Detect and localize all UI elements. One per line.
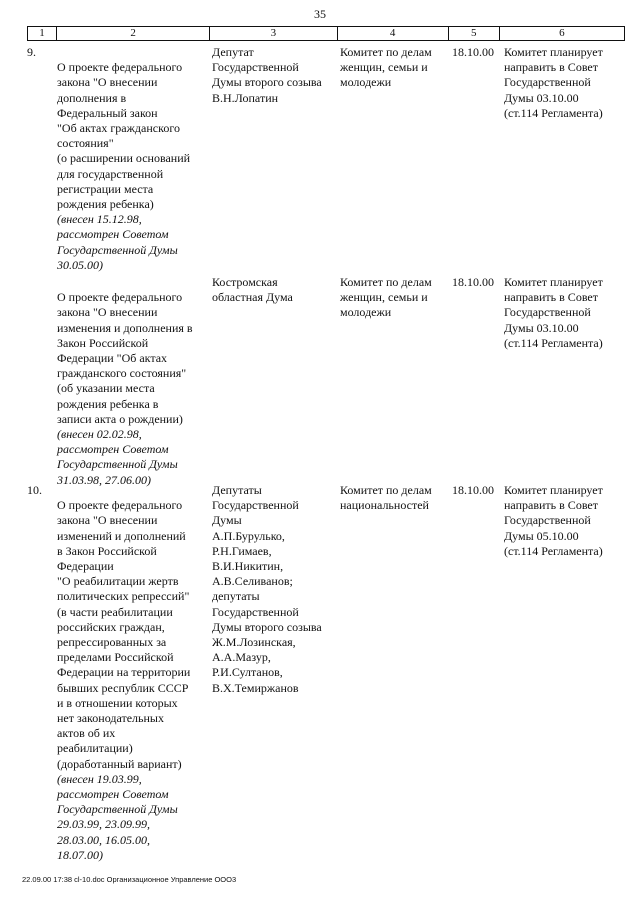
bill-title: О проекте федерального закона "О внесении дополнения в Федеральный закон "Об актах гражданского состояния" (о расширении оснований для государственной регистрации места рождения ребенка) [57, 60, 191, 212]
column-header-3: 3 [210, 27, 337, 41]
row-number: 10. [27, 483, 42, 497]
column-header-4: 4 [337, 27, 448, 41]
column-header-6: 6 [499, 27, 624, 41]
review-date: 18.10.00 [452, 483, 494, 497]
review-date: 18.10.00 [452, 275, 494, 289]
bill-description [57, 275, 209, 503]
column-header-2: 2 [57, 27, 210, 41]
bill-description [57, 45, 209, 288]
bill-status: Комитет планирует направить в Совет Государственной Думы 05.10.00 (ст.114 Регламента) [504, 483, 603, 558]
bill-author: Депутат Государственной Думы второго созыва В.Н.Лопатин [212, 45, 322, 105]
bill-author: Костромская областная Дума [212, 275, 293, 305]
bill-status: Комитет планирует направить в Совет Государственной Думы 03.10.00 (ст.114 Регламента) [504, 45, 603, 120]
document-footer: 22.09.00 17:38 cl-10.doc Организационное Управление ООО3 [22, 875, 237, 884]
bill-submission-note: (внесен 19.03.99, рассмотрен Советом Государственной Думы 29.03.99, 23.09.99, 28.03.00, 16.05.00, 18.07.00) [57, 771, 178, 862]
bill-status: Комитет планирует направить в Совет Государственной Думы 03.10.00 (ст.114 Регламента) [504, 275, 603, 350]
bill-submission-note: (внесен 02.02.98, рассмотрен Советом Государственной Думы 31.03.98, 27.06.00) [57, 427, 178, 487]
responsible-committee: Комитет по делам женщин, семьи и молодежи [340, 45, 432, 90]
bill-author: Депутаты Государственной Думы А.П.Бурулько, Р.Н.Гимаев, В.И.Никитин, А.В.Селиванов; депутаты Государственной Думы второго созыва Ж.М.Лозинская, А.А.Мазур, Р.И.Султанов, В.Х.Темиржанов [212, 483, 322, 695]
bill-title: О проекте федерального закона "О внесении изменений и дополнений в Закон Российской Федерации "О реабилитации жертв политических репрессий" (в части реабилитации российских граждан, репрессированных за пределами Российской Федерации на территории бывших республик СССР и в отношении которых нет законодательных актов об их реабилитации) (доработанный вариант) [57, 498, 191, 771]
column-header-5: 5 [448, 27, 499, 41]
bill-title: О проекте федерального закона "О внесении изменения и дополнения в Закон Российской Федерации "Об актах гражданского состояния" (об указании места рождения ребенка в записи акта о рождении) [57, 290, 193, 426]
page-number: 35 [314, 7, 326, 21]
bill-description [57, 483, 209, 878]
responsible-committee: Комитет по делам национальностей [340, 483, 432, 513]
column-header-1: 1 [28, 27, 57, 41]
review-date: 18.10.00 [452, 45, 494, 59]
responsible-committee: Комитет по делам женщин, семьи и молодежи [340, 275, 432, 320]
column-number-header [27, 26, 625, 41]
bill-submission-note: (внесен 15.12.98, рассмотрен Советом Государственной Думы 30.05.00) [57, 212, 178, 272]
row-number: 9. [27, 45, 36, 59]
